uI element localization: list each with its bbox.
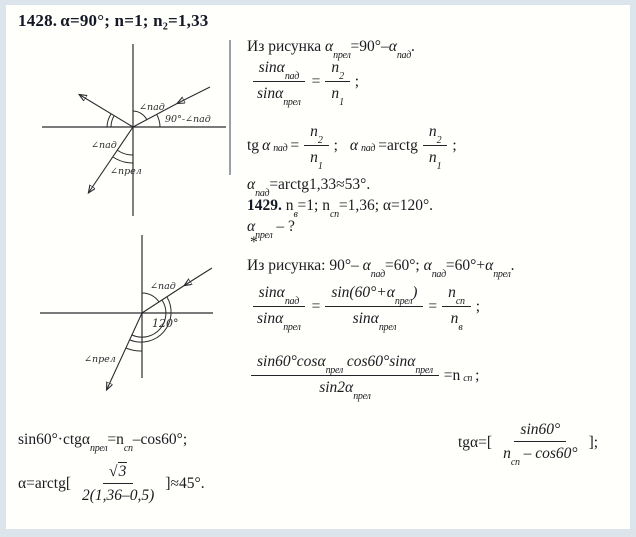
text: =60°; (384, 257, 424, 274)
alpha: α (388, 38, 397, 55)
semicolon: ; (475, 366, 480, 384)
problem-1428-given: α=90°; n=1; n₂=1,33 (60, 11, 209, 30)
semicolon: ; (475, 297, 481, 315)
subscript: прел (353, 391, 371, 403)
angle-arc-prel (126, 348, 142, 351)
text: =1; n (297, 197, 330, 214)
bottom-tg-alpha-equation (458, 420, 599, 469)
angle-arc-reflect-2 (107, 114, 111, 127)
fraction-sin-sum (325, 283, 423, 334)
equals-n: =n (443, 366, 461, 384)
text: sin2α (319, 379, 354, 397)
semicolon: ; (354, 72, 360, 90)
subscript: пад (361, 142, 376, 154)
solution-1429-line1 (247, 256, 515, 281)
angle-arc-prel-2 (113, 157, 133, 163)
solution-1429-snell-equation (249, 283, 481, 334)
incident-ray (178, 87, 210, 103)
n: n (448, 284, 456, 301)
asterisk-mark (250, 233, 258, 252)
fraction-expanded (251, 352, 439, 403)
column-divider (229, 40, 231, 175)
angle-label-pad: ∠пад (150, 281, 176, 292)
n: n (310, 123, 318, 140)
subscript: пад (284, 71, 299, 83)
alpha: α (262, 136, 271, 154)
semicolon: ; (452, 136, 457, 154)
subscript: прел (415, 365, 433, 377)
text: . (510, 257, 515, 274)
fraction-n2-n1 (423, 122, 447, 173)
problem-1428-header (18, 10, 208, 31)
equals: = (428, 297, 438, 315)
n: n (428, 123, 437, 140)
text: * (250, 234, 258, 251)
solution-1428-answer (247, 175, 371, 200)
sin-alpha: sinα (352, 310, 379, 328)
alpha: α (247, 218, 256, 235)
problem-1429-header (247, 196, 434, 221)
subscript: прел (378, 322, 397, 334)
text: 2(1,36–0,5) (82, 487, 155, 505)
text: cos60°sinα (342, 353, 416, 370)
alpha: α (485, 257, 494, 274)
diagram-1429 (33, 228, 248, 428)
text: –cos60°; (132, 431, 188, 448)
solution-1428-line1 (247, 37, 415, 62)
subscript: 2 (339, 71, 344, 83)
angle-arc-prel-1 (117, 150, 133, 155)
subscript: 2 (436, 135, 442, 147)
subscript: в (293, 209, 298, 221)
subscript: 1 (317, 161, 323, 173)
angle-label-pad-low: ∠пад (91, 140, 117, 151)
solution-1428-snell-equation (249, 58, 360, 109)
text: Из рисунка: 90°– (247, 257, 363, 274)
text: ) (412, 284, 418, 301)
text: – ? (272, 218, 295, 235)
fraction-n2-n1 (325, 58, 349, 109)
text: sin60°cosα (257, 353, 326, 370)
diagram-1428 (28, 36, 233, 228)
fraction-n2-n1 (304, 122, 328, 173)
angle-arc-90-pad (157, 115, 160, 127)
angle-arc-pad (142, 293, 159, 302)
n: n (503, 445, 511, 463)
subscript: прел (283, 97, 301, 109)
alpha: α (325, 38, 334, 55)
subscript: сп (329, 209, 339, 221)
reflected-ray (80, 95, 133, 127)
text: sin(60°+α (331, 284, 395, 301)
n: n (310, 149, 318, 167)
text: ]≈45°. (165, 475, 205, 493)
text: =arctg1,33≈53°. (269, 176, 371, 193)
subscript: 1 (339, 97, 344, 109)
problem-1428-number: 1428. (18, 11, 58, 30)
angle-label-prel: ∠прел (110, 166, 142, 177)
angle-label-prel: ∠прел (84, 354, 116, 365)
alpha: α (423, 257, 432, 274)
sin-alpha: sinα (257, 85, 284, 103)
text: – cos60° (519, 445, 578, 463)
subscript: прел (333, 50, 351, 62)
refracted-ray (89, 127, 133, 192)
bottom-ctg-equation (18, 430, 188, 455)
sqrt-sign: √ (109, 463, 118, 480)
sin-alpha: sinα (258, 284, 285, 301)
tg: tg (247, 136, 260, 154)
text: =60°+ (445, 257, 486, 274)
subscript: прел (493, 269, 511, 281)
subscript: прел (90, 443, 108, 455)
text: sin60°·ctgα (18, 431, 91, 448)
alpha: α (362, 257, 371, 274)
text: ]; (588, 434, 599, 452)
n: n (331, 85, 340, 103)
text: Из рисунка (247, 38, 326, 55)
radicand: 3 (118, 463, 127, 480)
solution-1429-expanded-equation (249, 352, 480, 403)
fraction-sin-ratio (251, 283, 307, 334)
angle-label-120: 120° (152, 317, 179, 330)
subscript: прел (325, 365, 343, 377)
subscript: в (458, 322, 463, 334)
equals: = (290, 136, 300, 154)
angle-arc-reflect-1 (111, 116, 114, 127)
text: =1,36; α=120°. (338, 197, 434, 214)
subscript: сп (123, 443, 133, 455)
problem-1429-number: 1429. (247, 197, 282, 214)
equals: = (311, 297, 321, 315)
angle-label-pad-top: ∠пад (139, 102, 165, 113)
text: tgα=[ (458, 434, 493, 452)
equals: = (311, 72, 321, 90)
subscript: прел (394, 296, 413, 308)
subscript: прел (255, 230, 273, 242)
subscript: сп (510, 457, 520, 469)
fraction-final (76, 462, 160, 506)
fraction-nsp-nv (442, 283, 471, 334)
fraction-tg-alpha (497, 420, 583, 469)
alpha: α (349, 136, 359, 154)
subscript: пад (370, 269, 385, 281)
subscript: пад (396, 50, 412, 62)
semicolon: ; (333, 136, 338, 154)
subscript: пад (431, 269, 446, 281)
angle-label-90-minus-pad: 90°-∠пад (165, 114, 211, 125)
subscript: прел (283, 322, 301, 334)
subscript: пад (273, 142, 288, 154)
subscript: пад (284, 296, 299, 308)
fraction-sin-ratio (251, 58, 307, 109)
solution-1428-tg-equation (247, 122, 457, 173)
subscript: пад (255, 188, 270, 200)
sin-alpha: sinα (258, 59, 285, 76)
text: =n (107, 431, 124, 448)
bottom-final-answer (18, 462, 205, 506)
text: =90°– (350, 38, 389, 55)
n: n (331, 59, 340, 76)
arctg: =arctg (378, 136, 418, 154)
text: sin60° (520, 421, 561, 438)
subscript: сп (455, 296, 465, 308)
n: n (450, 310, 459, 328)
text: α=arctg[ (18, 475, 72, 493)
alpha: α (247, 176, 256, 193)
subscript: 2 (317, 135, 323, 147)
n: n (428, 149, 437, 167)
text: . (411, 38, 415, 55)
n: n (285, 197, 294, 214)
subscript: сп (463, 372, 473, 384)
incident-ray (185, 268, 212, 285)
subscript: 1 (436, 161, 442, 173)
sin-alpha: sinα (257, 310, 284, 328)
